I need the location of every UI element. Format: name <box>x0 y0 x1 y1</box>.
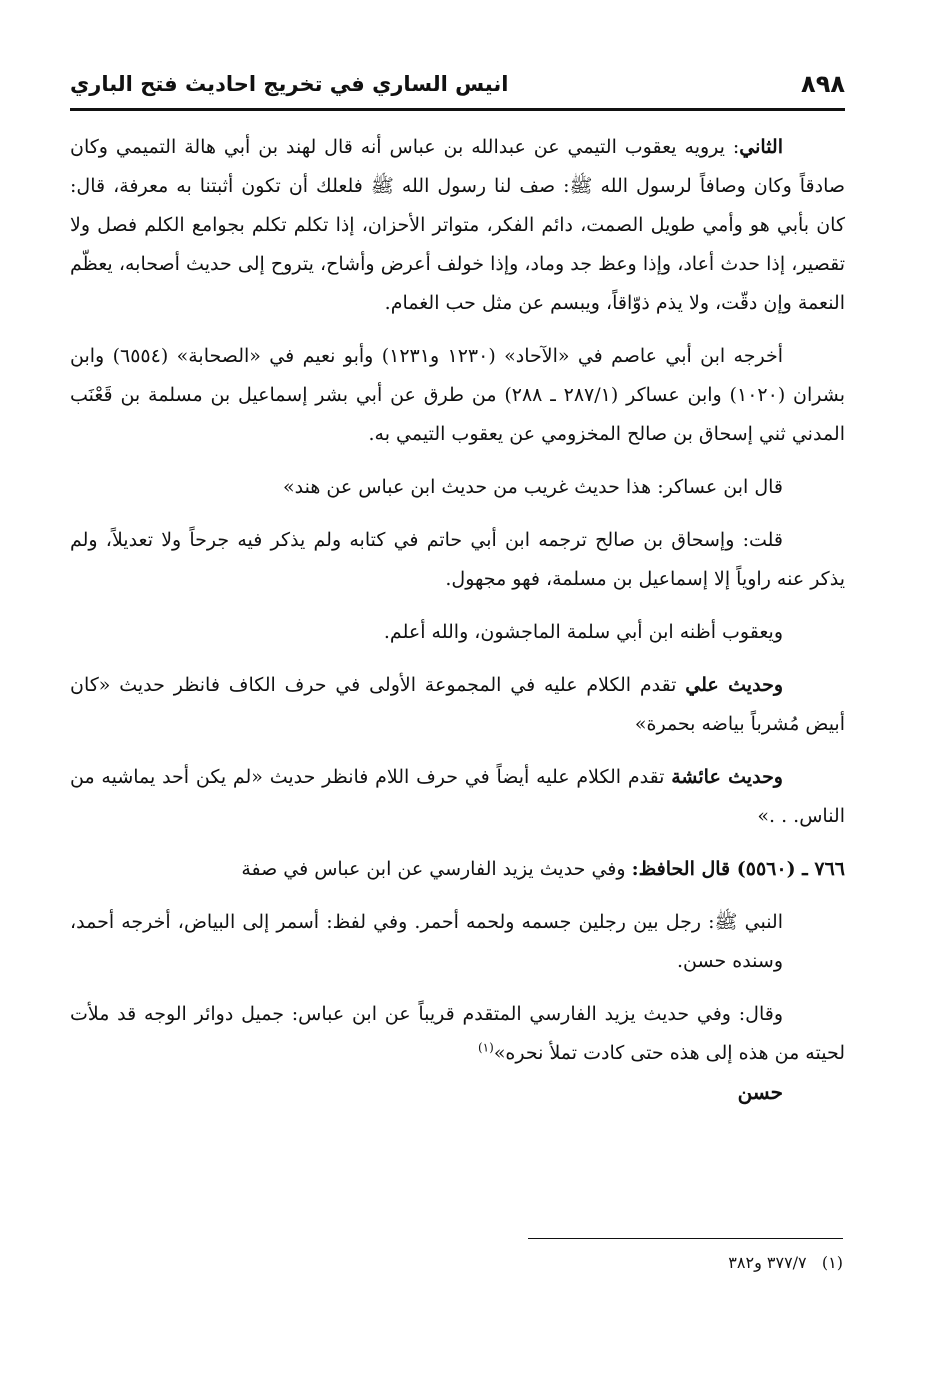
entry-first-line <box>70 850 845 889</box>
paragraph-takhrij: أخرجه ابن أبي عاصم في «الآحاد» (١٢٣٠ و١٢٣١) وأبو نعيم في «الصحابة» (٦٥٥٤) وابن بشران (١٠٢٠) وابن عساكر (٢٨٧/١ ـ ٢٨٨) من طرق عن أبي بشر إسماعيل بن مسلمة بن قَعْنَب المدني ثني إسحاق بن صالح المخزومي عن يعقوب التيمي به. <box>70 345 846 445</box>
paragraph-second-narration <box>70 128 845 323</box>
paragraph-lead: وحديث عائشة <box>671 766 783 788</box>
paragraph-text: تقدم الكلام عليه أيضاً في حرف اللام فانظر حديث «لم يكن أحد يماشيه من الناس. . .» <box>70 766 845 827</box>
paragraph-qultu: قلت: وإسحاق بن صالح ترجمه ابن أبي حاتم في كتابه ولم يذكر فيه جرحاً ولا تعديلاً، ولم يذكر عنه راوياً إلا إسماعيل بن مسلمة، فهو مجهول. <box>70 529 845 590</box>
footnote <box>528 1250 843 1276</box>
paragraph-hadith-ali <box>70 666 845 744</box>
header-divider <box>70 108 845 111</box>
hadith-entry-766 <box>70 850 845 1112</box>
paragraph-hadith-aisha <box>70 758 845 836</box>
entry-second-text: وقال: وفي حديث يزيد الفارسي المتقدم قريباً عن ابن عباس: جميل دوائر الوجه قد ملأت لحيته من هذه إلى هذه حتى كادت تملأ نحره» <box>70 1003 845 1064</box>
footnote-divider <box>528 1238 843 1239</box>
entry-second-paragraph <box>70 995 845 1073</box>
entry-line-text: وفي حديث يزيد الفارسي عن ابن عباس في صفة <box>241 858 632 880</box>
page-header <box>70 62 845 106</box>
footnote-text: ٣٧٧/٧ و٣٨٢ <box>728 1253 807 1272</box>
paragraph-yaqub: ويعقوب أظنه ابن أبي سلمة الماجشون، والله أعلم. <box>383 621 783 643</box>
paragraph-lead: وحديث علي <box>685 674 783 696</box>
book-title: انيس الساري في تخريج احاديث فتح الباري <box>70 72 509 96</box>
verdict-label: حسن <box>737 1080 783 1104</box>
paragraph-lead: الثاني <box>739 136 783 158</box>
page-number: ٨٩٨ <box>801 70 845 98</box>
entry-continuation: النبي ﷺ: رجل بين رجلين جسمه ولحمه أحمر. وفي لفظ: أسمر إلى البياض، أخرجه أحمد، وسنده حسن. <box>70 911 783 972</box>
footnote-reference: (١) <box>477 1040 494 1055</box>
paragraph-ibn-asakir: قال ابن عساكر: هذا حديث غريب من حديث ابن عباس عن هند» <box>283 476 783 498</box>
entry-number: ٧٦٦ ـ (٥٥٦٠) قال الحافظ: <box>631 858 845 880</box>
main-text <box>70 128 845 1126</box>
footnote-marker: (١) <box>821 1253 843 1272</box>
paragraph-text: : يرويه يعقوب التيمي عن عبدالله بن عباس أنه قال لهند بن أبي هالة التميمي وكان صادقاً وكان وصافاً لرسول الله ﷺ: صف لنا رسول الله ﷺ فلعلك أن تكون أثبتنا به معرفة، قال: كان بأبي هو وأمي طويل الصمت، دائم الفكر، متواتر الأحزان، إذا تكلم تكلم بجوامع الكلم فصل ولا تقصير، إذا حدث أعاد، وإذا وعظ جد وماد، وإذا خولف أعرض وأشاح، يتروح إلى حديث أصحابه، يعظّم النعمة وإن دقّت، ولا يذم ذوّاقاً، ويبسم عن مثل حب الغمام. <box>70 136 845 314</box>
paragraph-text: تقدم الكلام عليه في المجموعة الأولى في حرف الكاف فانظر حديث «كان أبيض مُشرباً بياضه بحمرة» <box>70 674 845 735</box>
